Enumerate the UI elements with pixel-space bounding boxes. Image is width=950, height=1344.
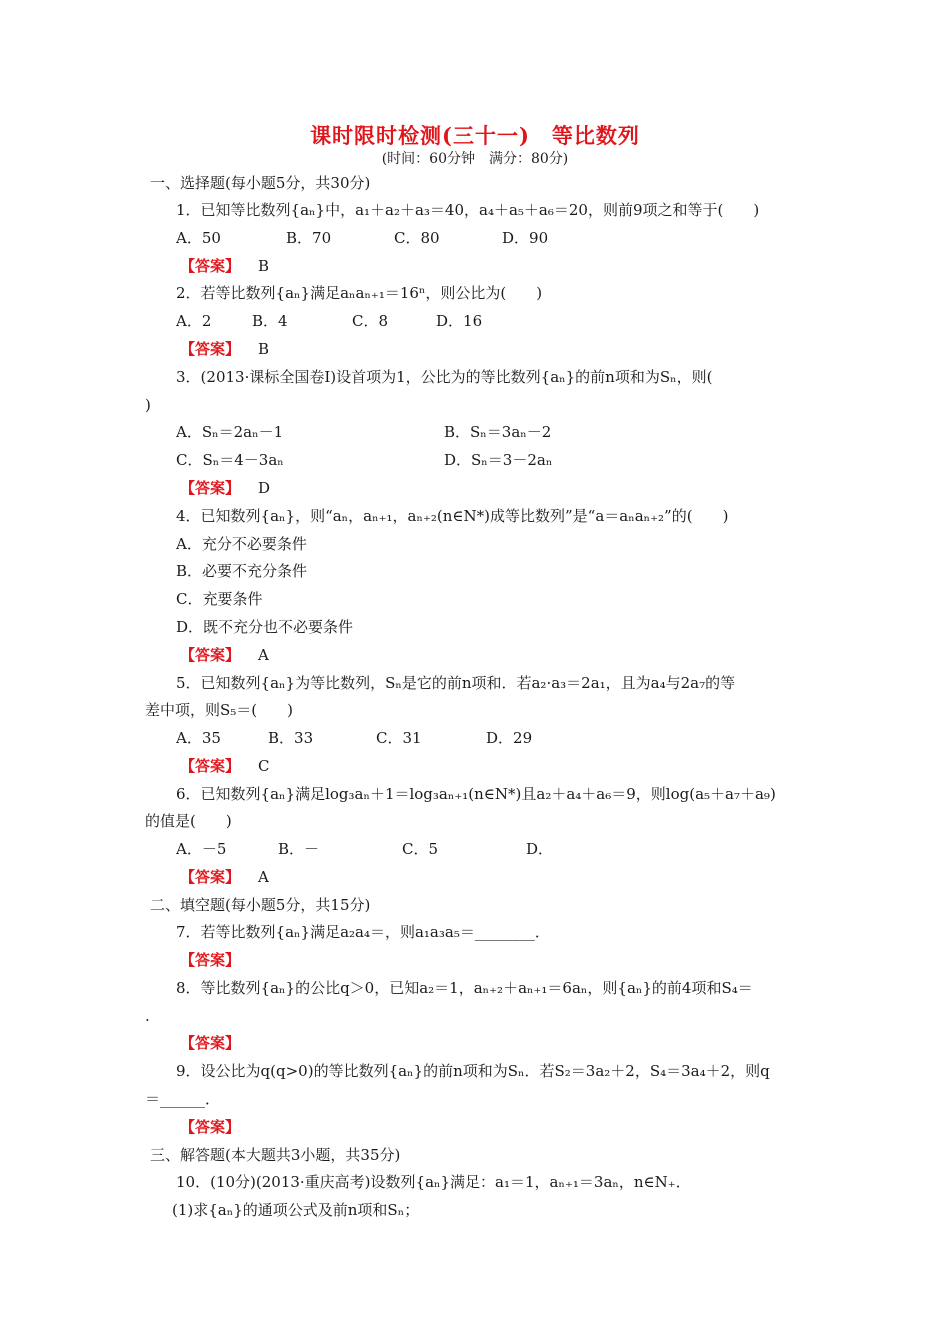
question-3-answer <box>180 478 270 498</box>
q5-option-d: D．29 <box>486 729 533 747</box>
q5-option-a: A．35 <box>176 729 221 747</box>
q1-option-c: C．80 <box>394 229 440 247</box>
question-2-stem: 2．若等比数列{aₙ}满足aₙaₙ₊₁＝16ⁿ，则公比为( ) <box>176 284 543 302</box>
answer-label: 【答案】 <box>180 951 241 969</box>
question-10-part-1: (1)求{aₙ}的通项公式及前n项和Sₙ； <box>172 1201 420 1219</box>
exam-info: (时间：60分钟 满分：80分) <box>381 151 569 167</box>
page-title: 课时限时检测(三十一) 等比数列 <box>310 123 640 148</box>
q2-option-a: A．2 <box>176 312 212 330</box>
section-heading-choice: 一、选择题(每小题5分，共30分) <box>150 174 371 192</box>
q1-option-a: A．50 <box>176 229 221 247</box>
question-10-stem: 10．(10分)(2013·重庆高考)设数列{aₙ}满足：a₁＝1，aₙ₊₁＝3aₙ，n∈N₊． <box>176 1173 691 1191</box>
answer-label: 【答案】 <box>180 257 241 275</box>
answer-label: 【答案】 <box>180 646 241 664</box>
q3-option-c: C．Sₙ＝4－3aₙ <box>176 451 284 469</box>
question-1-stem: 1．已知等比数列{aₙ}中，a₁＋a₂＋a₃＝40，a₄＋a₅＋a₆＝20，则前9项之和等于( ) <box>176 201 760 219</box>
question-9-stem-line1: 9．设公比为q(q>0)的等比数列{aₙ}的前n项和为Sₙ．若S₂＝3a₂＋2，S₄＝3a₄＋2，则q <box>176 1062 770 1080</box>
question-6-stem-line1: 6．已知数列{aₙ}满足log₃aₙ＋1＝log₃aₙ₊₁(n∈N*)且a₂＋a₄＋a₆＝9，则log(a₅＋a₇＋a₉) <box>176 785 776 803</box>
q6-option-a: A．－5 <box>176 840 227 858</box>
q6-option-b: B．－ <box>278 840 320 858</box>
question-5-answer <box>180 756 270 776</box>
question-8-stem-line1: 8．等比数列{aₙ}的公比q＞0，已知a₂＝1，aₙ₊₂＋aₙ₊₁＝6aₙ，则{aₙ}的前4项和S₄＝ <box>176 979 753 997</box>
question-4-answer <box>180 645 269 665</box>
answer-value: C <box>258 757 270 775</box>
q1-option-b: B．70 <box>286 229 332 247</box>
question-6-answer <box>180 867 269 887</box>
answer-value: B <box>258 257 270 275</box>
q2-option-d: D．16 <box>436 312 483 330</box>
q2-option-b: B．4 <box>252 312 288 330</box>
q4-option-d: D．既不充分也不必要条件 <box>176 618 354 636</box>
q6-option-c: C．5 <box>402 840 439 858</box>
section-heading-fill: 二、填空题(每小题5分，共15分) <box>150 896 371 914</box>
q5-option-c: C．31 <box>376 729 422 747</box>
q2-option-c: C．8 <box>352 312 389 330</box>
question-1-answer <box>180 256 269 276</box>
answer-label: 【答案】 <box>180 1118 241 1136</box>
answer-label: 【答案】 <box>180 757 241 775</box>
q3-option-a: A．Sₙ＝2aₙ－1 <box>176 423 284 441</box>
q4-option-c: C．充要条件 <box>176 590 263 608</box>
answer-label: 【答案】 <box>180 1034 241 1052</box>
question-9-stem-line2: ＝______． <box>145 1090 221 1108</box>
answer-label: 【答案】 <box>180 340 241 358</box>
question-8-answer <box>180 1033 258 1053</box>
answer-label: 【答案】 <box>180 479 241 497</box>
answer-label: 【答案】 <box>180 868 241 886</box>
question-7-stem: 7．若等比数列{aₙ}满足a₂a₄＝，则a₁a₃a₅＝________． <box>176 923 550 941</box>
question-9-answer <box>180 1117 258 1137</box>
q4-option-b: B．必要不充分条件 <box>176 562 308 580</box>
question-2-answer <box>180 339 269 359</box>
question-8-stem-line2: . <box>145 1007 150 1025</box>
question-4-stem: 4．已知数列{aₙ}，则“aₙ，aₙ₊₁，aₙ₊₂(n∈N*)成等比数列”是“a＝aₙaₙ₊₂”的( ) <box>176 507 729 525</box>
q6-option-d: D． <box>526 840 554 858</box>
question-5-stem-line2: 差中项，则S₅＝( ) <box>145 701 293 719</box>
answer-value: D <box>258 479 271 497</box>
q1-option-d: D．90 <box>502 229 549 247</box>
question-3-stem-line1: 3．(2013·课标全国卷Ⅰ)设首项为1，公比为的等比数列{aₙ}的前n项和为Sₙ，则( <box>176 368 713 386</box>
question-6-stem-line2: 的值是( ) <box>145 812 232 830</box>
q5-option-b: B．33 <box>268 729 314 747</box>
question-5-stem-line1: 5．已知数列{aₙ}为等比数列，Sₙ是它的前n项和．若a₂·a₃＝2a₁，且为a₄与2a₇的等 <box>176 674 736 692</box>
answer-value: A <box>258 868 269 886</box>
q3-option-d: D．Sₙ＝3－2aₙ <box>444 451 553 469</box>
section-heading-solution: 三、解答题(本大题共3小题，共35分) <box>150 1146 401 1164</box>
answer-value: A <box>258 646 269 664</box>
answer-value: B <box>258 340 270 358</box>
question-3-stem-line2: ) <box>145 396 151 414</box>
question-7-answer <box>180 950 258 970</box>
q3-option-b: B．Sₙ＝3aₙ－2 <box>444 423 552 441</box>
q4-option-a: A．充分不必要条件 <box>176 535 307 553</box>
